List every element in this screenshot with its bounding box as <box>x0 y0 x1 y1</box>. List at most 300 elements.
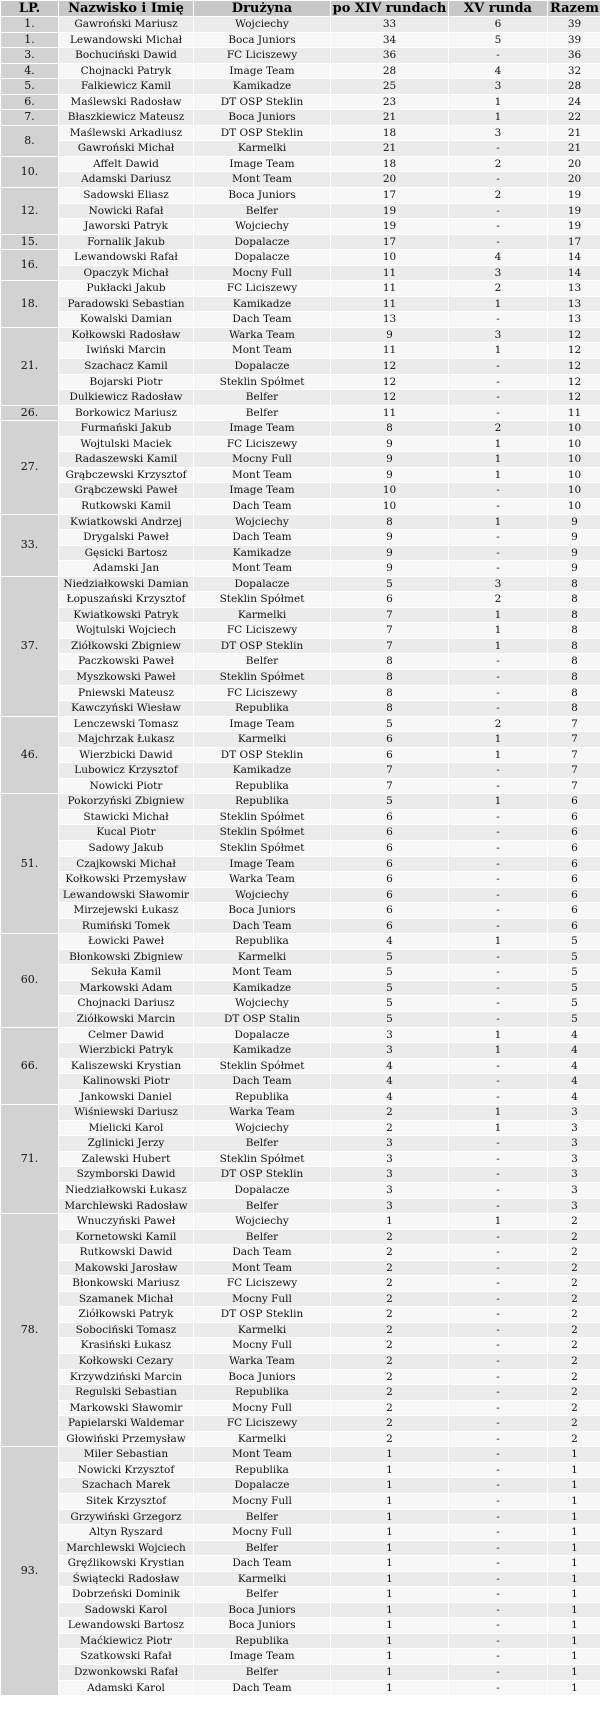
player-name-cell: Bochuciński Dawid <box>59 48 193 63</box>
points-before-cell: 19 <box>331 219 448 234</box>
team-name-cell: Belfer <box>194 1541 330 1556</box>
total-points-cell: 2 <box>548 1276 600 1291</box>
team-name-cell: Kamikadze <box>194 981 330 996</box>
points-before-cell: 1 <box>331 1463 448 1478</box>
total-points-cell: 7 <box>548 748 600 763</box>
player-name-cell: Kwiatkowski Andrzej <box>59 515 193 530</box>
points-before-cell: 2 <box>331 1370 448 1385</box>
table-row <box>1 950 600 965</box>
rank-cell: 51. <box>1 794 58 933</box>
points-before-cell: 9 <box>331 561 448 576</box>
table-row <box>1 297 600 312</box>
points-before-cell: 8 <box>331 654 448 669</box>
player-name-cell: Błonkowski Zbigniew <box>59 950 193 965</box>
player-name-cell: Zglinicki Jerzy <box>59 1136 193 1151</box>
team-name-cell: Image Team <box>194 157 330 172</box>
total-points-cell: 8 <box>548 686 600 701</box>
rank-cell: 5. <box>1 79 58 94</box>
total-points-cell: 3 <box>548 1183 600 1198</box>
table-row <box>1 530 600 545</box>
points-before-cell: 1 <box>331 1603 448 1618</box>
table-row <box>1 266 600 281</box>
player-name-cell: Pniewski Mateusz <box>59 686 193 701</box>
round-points-cell: - <box>449 48 547 63</box>
player-name-cell: Kucal Piotr <box>59 825 193 840</box>
total-points-cell: 7 <box>548 779 600 794</box>
rank-cell: 1. <box>1 33 58 48</box>
player-name-cell: Gęsicki Bartosz <box>59 546 193 561</box>
player-name-cell: Markowski Sławomir <box>59 1401 193 1416</box>
round-points-cell: - <box>449 841 547 856</box>
total-points-cell: 6 <box>548 810 600 825</box>
round-points-cell: - <box>449 1401 547 1416</box>
table-row <box>1 1510 600 1525</box>
rank-cell: 46. <box>1 717 58 794</box>
table-row <box>1 1556 600 1571</box>
team-name-cell: Steklin Spółmet <box>194 825 330 840</box>
round-points-cell: - <box>449 1323 547 1338</box>
round-points-cell: 1 <box>449 623 547 638</box>
rank-cell: 66. <box>1 1028 58 1105</box>
total-points-cell: 36 <box>548 48 600 63</box>
round-points-cell: - <box>449 1463 547 1478</box>
total-points-cell: 2 <box>548 1370 600 1385</box>
team-name-cell: Mocny Full <box>194 452 330 467</box>
team-name-cell: FC Liciszewy <box>194 437 330 452</box>
player-name-cell: Krzywdziński Marcin <box>59 1370 193 1385</box>
player-name-cell: Fornalik Jakub <box>59 235 193 250</box>
team-name-cell: Republika <box>194 1385 330 1400</box>
team-name-cell: Warka Team <box>194 1105 330 1120</box>
player-name-cell: Błaszkiewicz Mateusz <box>59 110 193 125</box>
points-before-cell: 6 <box>331 888 448 903</box>
team-name-cell: Dach Team <box>194 1245 330 1260</box>
round-points-cell: - <box>449 375 547 390</box>
rank-cell: 1. <box>1 17 58 32</box>
team-name-cell: Belfer <box>194 1136 330 1151</box>
player-name-cell: Maćkiewicz Piotr <box>59 1634 193 1649</box>
table-row <box>1 1463 600 1478</box>
rank-cell: 27. <box>1 421 58 513</box>
team-name-cell: FC Liciszewy <box>194 281 330 296</box>
round-points-cell: - <box>449 1136 547 1151</box>
round-points-cell: - <box>449 888 547 903</box>
round-points-cell: - <box>449 546 547 561</box>
player-name-cell: Rutkowski Dawid <box>59 1245 193 1260</box>
total-points-cell: 2 <box>548 1214 600 1229</box>
player-name-cell: Ziółkowski Marcin <box>59 1012 193 1027</box>
player-name-cell: Wojtulski Maciek <box>59 437 193 452</box>
round-points-cell: 2 <box>449 421 547 436</box>
team-name-cell: Wojciechy <box>194 888 330 903</box>
team-name-cell: Mont Team <box>194 1261 330 1276</box>
rank-cell: 71. <box>1 1105 58 1213</box>
team-name-cell: Mont Team <box>194 468 330 483</box>
table-row <box>1 1028 600 1043</box>
player-name-cell: Wierzbicki Dawid <box>59 748 193 763</box>
round-points-cell: - <box>449 1059 547 1074</box>
round-points-cell: 1 <box>449 1121 547 1136</box>
player-name-cell: Wnuczyński Paweł <box>59 1214 193 1229</box>
points-before-cell: 6 <box>331 825 448 840</box>
total-points-cell: 2 <box>548 1245 600 1260</box>
team-name-cell: Warka Team <box>194 872 330 887</box>
round-points-cell: 1 <box>449 297 547 312</box>
points-before-cell: 12 <box>331 359 448 374</box>
team-name-cell: Dach Team <box>194 530 330 545</box>
round-points-cell: 3 <box>449 328 547 343</box>
player-name-cell: Miler Sebastian <box>59 1447 193 1462</box>
points-before-cell: 2 <box>331 1401 448 1416</box>
points-before-cell: 9 <box>331 437 448 452</box>
points-before-cell: 3 <box>331 1183 448 1198</box>
total-points-cell: 28 <box>548 79 600 94</box>
points-before-cell: 21 <box>331 141 448 156</box>
table-row <box>1 561 600 576</box>
total-points-cell: 8 <box>548 623 600 638</box>
points-before-cell: 1 <box>331 1447 448 1462</box>
total-points-cell: 12 <box>548 343 600 358</box>
points-before-cell: 4 <box>331 1074 448 1089</box>
points-before-cell: 5 <box>331 965 448 980</box>
total-points-cell: 5 <box>548 1012 600 1027</box>
points-before-cell: 6 <box>331 919 448 934</box>
player-name-cell: Mirzejewski Łukasz <box>59 903 193 918</box>
round-points-cell: - <box>449 141 547 156</box>
player-name-cell: Kwiatkowski Patryk <box>59 608 193 623</box>
team-name-cell: Wojciechy <box>194 219 330 234</box>
team-name-cell: Dopalacze <box>194 1183 330 1198</box>
round-points-cell: 1 <box>449 1043 547 1058</box>
round-points-cell: 2 <box>449 717 547 732</box>
table-row <box>1 499 600 514</box>
table-row <box>1 1214 600 1229</box>
total-points-cell: 10 <box>548 468 600 483</box>
player-name-cell: Szachach Marek <box>59 1478 193 1493</box>
team-name-cell: Steklin Spółmet <box>194 841 330 856</box>
total-points-cell: 2 <box>548 1261 600 1276</box>
round-points-cell: - <box>449 1556 547 1571</box>
total-points-cell: 12 <box>548 359 600 374</box>
total-points-cell: 1 <box>548 1587 600 1602</box>
team-name-cell: Image Team <box>194 857 330 872</box>
points-before-cell: 1 <box>331 1572 448 1587</box>
team-name-cell: Karmelki <box>194 608 330 623</box>
player-name-cell: Pokorzyński Zbigniew <box>59 794 193 809</box>
points-before-cell: 9 <box>331 452 448 467</box>
table-row <box>1 1370 600 1385</box>
team-name-cell: Republika <box>194 1090 330 1105</box>
round-points-cell: - <box>449 1167 547 1182</box>
player-name-cell: Papielarski Waldemar <box>59 1416 193 1431</box>
table-row <box>1 64 600 79</box>
team-name-cell: Dach Team <box>194 1556 330 1571</box>
team-name-cell: Mont Team <box>194 343 330 358</box>
player-name-cell: Czajkowski Michał <box>59 857 193 872</box>
round-points-cell: - <box>449 872 547 887</box>
round-points-cell: - <box>449 1245 547 1260</box>
round-points-cell: - <box>449 312 547 327</box>
table-row <box>1 126 600 141</box>
total-points-cell: 19 <box>548 219 600 234</box>
total-points-cell: 5 <box>548 950 600 965</box>
table-row <box>1 996 600 1011</box>
points-before-cell: 5 <box>331 794 448 809</box>
team-name-cell: Karmelki <box>194 950 330 965</box>
total-points-cell: 1 <box>548 1525 600 1540</box>
total-points-cell: 13 <box>548 281 600 296</box>
team-name-cell: Boca Juniors <box>194 1603 330 1618</box>
round-points-cell: - <box>449 1385 547 1400</box>
player-name-cell: Sitek Krzysztof <box>59 1494 193 1509</box>
rank-cell: 26. <box>1 406 58 421</box>
round-points-cell: - <box>449 1572 547 1587</box>
player-name-cell: Jankowski Daniel <box>59 1090 193 1105</box>
table-row <box>1 359 600 374</box>
team-name-cell: Dach Team <box>194 919 330 934</box>
points-before-cell: 2 <box>331 1416 448 1431</box>
points-before-cell: 6 <box>331 841 448 856</box>
team-name-cell: Wojciechy <box>194 996 330 1011</box>
table-row <box>1 1323 600 1338</box>
total-points-cell: 8 <box>548 577 600 592</box>
player-name-cell: Grąbczewski Paweł <box>59 483 193 498</box>
table-row <box>1 717 600 732</box>
header-round-points: XV runda <box>449 1 547 16</box>
total-points-cell: 1 <box>548 1665 600 1680</box>
round-points-cell: - <box>449 1354 547 1369</box>
points-before-cell: 1 <box>331 1494 448 1509</box>
round-points-cell: - <box>449 1634 547 1649</box>
total-points-cell: 10 <box>548 437 600 452</box>
header-total: Razem <box>548 1 600 16</box>
table-row <box>1 1572 600 1587</box>
round-points-cell: - <box>449 1541 547 1556</box>
points-before-cell: 1 <box>331 1634 448 1649</box>
team-name-cell: Belfer <box>194 1665 330 1680</box>
rank-cell: 12. <box>1 188 58 234</box>
rank-cell: 93. <box>1 1447 58 1695</box>
table-row <box>1 670 600 685</box>
round-points-cell: - <box>449 654 547 669</box>
total-points-cell: 7 <box>548 732 600 747</box>
table-row <box>1 1618 600 1633</box>
total-points-cell: 3 <box>548 1105 600 1120</box>
total-points-cell: 14 <box>548 250 600 265</box>
team-name-cell: Mocny Full <box>194 1292 330 1307</box>
points-before-cell: 9 <box>331 546 448 561</box>
round-points-cell: - <box>449 1307 547 1322</box>
round-points-cell: - <box>449 686 547 701</box>
table-row <box>1 1416 600 1431</box>
total-points-cell: 6 <box>548 872 600 887</box>
points-before-cell: 11 <box>331 343 448 358</box>
team-name-cell: Kamikadze <box>194 79 330 94</box>
player-name-cell: Iwiński Marcin <box>59 343 193 358</box>
total-points-cell: 1 <box>548 1649 600 1664</box>
player-name-cell: Rumiński Tomek <box>59 919 193 934</box>
points-before-cell: 18 <box>331 157 448 172</box>
total-points-cell: 2 <box>548 1354 600 1369</box>
player-name-cell: Kornetowski Kamil <box>59 1230 193 1245</box>
player-name-cell: Dzwonkowski Rafał <box>59 1665 193 1680</box>
player-name-cell: Chojnacki Dariusz <box>59 996 193 1011</box>
rank-cell: 16. <box>1 250 58 280</box>
points-before-cell: 18 <box>331 126 448 141</box>
rank-cell: 6. <box>1 95 58 110</box>
table-row <box>1 732 600 747</box>
table-row <box>1 452 600 467</box>
team-name-cell: DT OSP Steklin <box>194 95 330 110</box>
team-name-cell: Republika <box>194 701 330 716</box>
team-name-cell: Dach Team <box>194 1681 330 1696</box>
table-row <box>1 888 600 903</box>
total-points-cell: 8 <box>548 592 600 607</box>
table-row <box>1 188 600 203</box>
table-row <box>1 390 600 405</box>
player-name-cell: Bojarski Piotr <box>59 375 193 390</box>
team-name-cell: DT OSP Steklin <box>194 748 330 763</box>
table-row <box>1 219 600 234</box>
points-before-cell: 6 <box>331 872 448 887</box>
total-points-cell: 7 <box>548 717 600 732</box>
player-name-cell: Falkiewicz Kamil <box>59 79 193 94</box>
team-name-cell: Image Team <box>194 717 330 732</box>
table-row <box>1 1276 600 1291</box>
points-before-cell: 6 <box>331 732 448 747</box>
team-name-cell: Belfer <box>194 204 330 219</box>
round-points-cell: - <box>449 359 547 374</box>
team-name-cell: Belfer <box>194 1199 330 1214</box>
player-name-cell: Radaszewski Kamil <box>59 452 193 467</box>
table-row <box>1 110 600 125</box>
points-before-cell: 2 <box>331 1338 448 1353</box>
points-before-cell: 2 <box>331 1432 448 1447</box>
rank-cell: 21. <box>1 328 58 405</box>
table-row <box>1 375 600 390</box>
team-name-cell: Republika <box>194 1634 330 1649</box>
round-points-cell: 1 <box>449 1105 547 1120</box>
team-name-cell: Boca Juniors <box>194 1370 330 1385</box>
team-name-cell: Dopalacze <box>194 1028 330 1043</box>
team-name-cell: Image Team <box>194 421 330 436</box>
points-before-cell: 11 <box>331 266 448 281</box>
player-name-cell: Borkowicz Mariusz <box>59 406 193 421</box>
round-points-cell: - <box>449 1276 547 1291</box>
team-name-cell: Mont Team <box>194 561 330 576</box>
table-row <box>1 1245 600 1260</box>
points-before-cell: 5 <box>331 1012 448 1027</box>
table-row <box>1 1681 600 1696</box>
total-points-cell: 17 <box>548 235 600 250</box>
total-points-cell: 1 <box>548 1463 600 1478</box>
total-points-cell: 8 <box>548 701 600 716</box>
player-name-cell: Lubowicz Krzysztof <box>59 763 193 778</box>
team-name-cell: Republika <box>194 934 330 949</box>
table-row <box>1 608 600 623</box>
player-name-cell: Grzywiński Grzegorz <box>59 1510 193 1525</box>
table-row <box>1 841 600 856</box>
points-before-cell: 7 <box>331 608 448 623</box>
header-team: Drużyna <box>194 1 330 16</box>
team-name-cell: Belfer <box>194 390 330 405</box>
table-row <box>1 515 600 530</box>
round-points-cell: - <box>449 1665 547 1680</box>
player-name-cell: Łopuszański Krzysztof <box>59 592 193 607</box>
round-points-cell: - <box>449 965 547 980</box>
total-points-cell: 2 <box>548 1385 600 1400</box>
total-points-cell: 5 <box>548 996 600 1011</box>
total-points-cell: 2 <box>548 1292 600 1307</box>
round-points-cell: 3 <box>449 266 547 281</box>
rank-cell: 15. <box>1 235 58 250</box>
points-before-cell: 2 <box>331 1292 448 1307</box>
team-name-cell: Wojciechy <box>194 515 330 530</box>
points-before-cell: 1 <box>331 1541 448 1556</box>
team-name-cell: Steklin Spółmet <box>194 592 330 607</box>
points-before-cell: 2 <box>331 1105 448 1120</box>
table-row <box>1 421 600 436</box>
table-row <box>1 1059 600 1074</box>
team-name-cell: FC Liciszewy <box>194 1416 330 1431</box>
team-name-cell: Mocny Full <box>194 1401 330 1416</box>
rank-cell: 37. <box>1 577 58 716</box>
round-points-cell: - <box>449 1525 547 1540</box>
table-row <box>1 172 600 187</box>
round-points-cell: - <box>449 1494 547 1509</box>
table-row <box>1 934 600 949</box>
points-before-cell: 20 <box>331 172 448 187</box>
table-row <box>1 1167 600 1182</box>
team-name-cell: Mont Team <box>194 172 330 187</box>
table-row <box>1 1401 600 1416</box>
rank-cell: 8. <box>1 126 58 156</box>
player-name-cell: Chojnacki Patryk <box>59 64 193 79</box>
round-points-cell: 3 <box>449 79 547 94</box>
player-name-cell: Błonkowski Mariusz <box>59 1276 193 1291</box>
player-name-cell: Sadowski Eliasz <box>59 188 193 203</box>
total-points-cell: 5 <box>548 981 600 996</box>
table-row <box>1 686 600 701</box>
team-name-cell: Boca Juniors <box>194 33 330 48</box>
table-row <box>1 141 600 156</box>
table-row <box>1 95 600 110</box>
team-name-cell: Boca Juniors <box>194 110 330 125</box>
total-points-cell: 19 <box>548 188 600 203</box>
round-points-cell: - <box>449 1603 547 1618</box>
round-points-cell: - <box>449 670 547 685</box>
team-name-cell: Image Team <box>194 1649 330 1664</box>
player-name-cell: Gawroński Mariusz <box>59 17 193 32</box>
table-row <box>1 1121 600 1136</box>
player-name-cell: Łowicki Paweł <box>59 934 193 949</box>
table-row <box>1 1136 600 1151</box>
points-before-cell: 36 <box>331 48 448 63</box>
round-points-cell: - <box>449 1152 547 1167</box>
table-row <box>1 1541 600 1556</box>
player-name-cell: Nowicki Piotr <box>59 779 193 794</box>
points-before-cell: 2 <box>331 1385 448 1400</box>
points-before-cell: 25 <box>331 79 448 94</box>
player-name-cell: Lenczewski Tomasz <box>59 717 193 732</box>
total-points-cell: 7 <box>548 763 600 778</box>
team-name-cell: Wojciechy <box>194 1214 330 1229</box>
table-row <box>1 701 600 716</box>
team-name-cell: Warka Team <box>194 1354 330 1369</box>
total-points-cell: 24 <box>548 95 600 110</box>
total-points-cell: 2 <box>548 1432 600 1447</box>
player-name-cell: Adamski Jan <box>59 561 193 576</box>
